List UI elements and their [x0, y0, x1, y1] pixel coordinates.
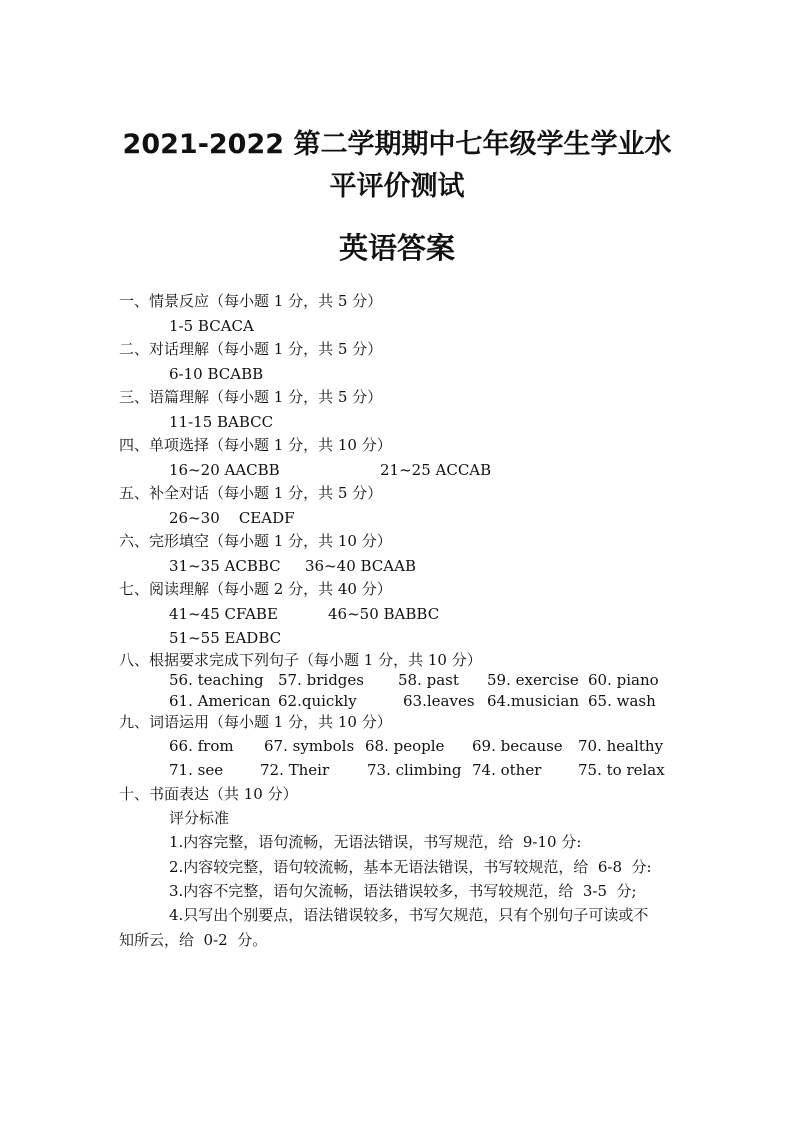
- section-heading-4: 四、单项选择（每小题 1 分，共 10 分）: [119, 436, 392, 454]
- answer-21-25: 21~25 ACCAB: [380, 461, 492, 479]
- answer-70: 70. healthy: [578, 737, 664, 755]
- section-heading-2: 二、对话理解（每小题 1 分，共 5 分）: [119, 340, 383, 358]
- answer-58: 58. past: [398, 671, 459, 689]
- scoring-criteria-label: 评分标准: [169, 809, 230, 827]
- answer-65: 65. wash: [588, 692, 656, 710]
- doc-title-line2: 平评价测试: [329, 171, 465, 202]
- answer-74: 74. other: [472, 761, 542, 779]
- section-heading-3: 三、语篇理解（每小题 1 分，共 5 分）: [119, 388, 383, 406]
- section-heading-7: 七、阅读理解（每小题 2 分，共 40 分）: [119, 580, 392, 598]
- answer-72: 72. Their: [260, 761, 330, 779]
- section-heading-1: 一、情景反应（每小题 1 分，共 5 分）: [119, 292, 383, 310]
- answer-11-15: 11-15 BABCC: [169, 413, 274, 431]
- answer-61: 61. American: [169, 692, 271, 710]
- answer-66: 66. from: [169, 737, 234, 755]
- answer-59: 59. exercise: [487, 671, 579, 689]
- answer-67: 67. symbols: [264, 737, 355, 755]
- section-heading-5: 五、补全对话（每小题 1 分，共 5 分）: [119, 484, 383, 502]
- answer-36-40: 36~40 BCAAB: [305, 557, 416, 575]
- answer-1-5: 1-5 BCACA: [169, 317, 254, 335]
- scoring-criterion-4: 4.只写出个别要点，语法错误较多，书写欠规范，只有个别句子可读或不: [169, 906, 649, 924]
- section-heading-8: 八、根据要求完成下列句子（每小题 1 分，共 10 分）: [119, 651, 482, 669]
- answer-51-55: 51~55 EADBC: [169, 629, 282, 647]
- answer-64: 64.musician: [487, 692, 580, 710]
- section-heading-10: 十、书面表达（共 10 分）: [119, 785, 298, 803]
- answer-60: 60. piano: [588, 671, 659, 689]
- answer-71: 71. see: [169, 761, 224, 779]
- doc-title-line1: 2021-2022 第二学期期中七年级学生学业水: [122, 129, 672, 160]
- answer-41-45: 41~45 CFABE: [169, 605, 278, 623]
- answer-73: 73. climbing: [367, 761, 462, 779]
- answer-26-30: 26~30 CEADF: [169, 509, 295, 527]
- section-heading-6: 六、完形填空（每小题 1 分，共 10 分）: [119, 532, 392, 550]
- answer-16-20: 16~20 AACBB: [169, 461, 280, 479]
- answer-46-50: 46~50 BABBC: [328, 605, 440, 623]
- answer-75: 75. to relax: [578, 761, 665, 779]
- answer-68: 68. people: [365, 737, 445, 755]
- doc-subtitle: 英语答案: [338, 231, 455, 265]
- scoring-criterion-4-cont: 知所云，给 0-2 分。: [119, 931, 268, 949]
- scoring-criterion-3: 3.内容不完整，语句欠流畅，语法错误较多，书写较规范，给 3-5 分;: [169, 882, 637, 900]
- scoring-criterion-2: 2.内容较完整，语句较流畅，基本无语法错误，书写较规范，给 6-8 分:: [169, 858, 652, 876]
- answer-69: 69. because: [472, 737, 563, 755]
- section-heading-9: 九、词语运用（每小题 1 分，共 10 分）: [119, 713, 392, 731]
- answer-57: 57. bridges: [278, 671, 364, 689]
- answer-31-35: 31~35 ACBBC: [169, 557, 281, 575]
- answer-63: 63.leaves: [403, 692, 475, 710]
- answer-62: 62.quickly: [278, 692, 357, 710]
- answer-56: 56. teaching: [169, 671, 264, 689]
- answer-6-10: 6-10 BCABB: [169, 365, 264, 383]
- scoring-criterion-1: 1.内容完整，语句流畅，无语法错误，书写规范，给 9-10 分:: [169, 833, 582, 851]
